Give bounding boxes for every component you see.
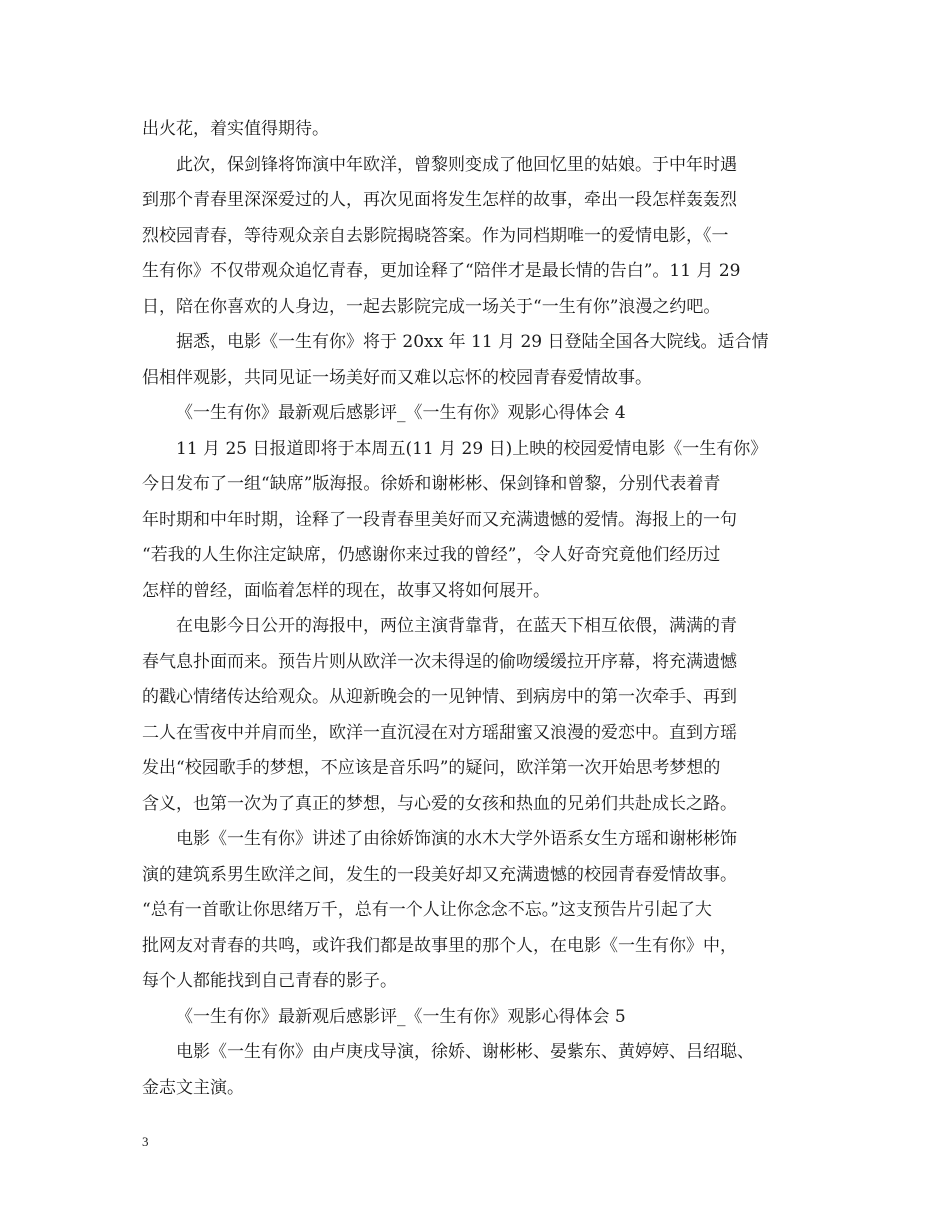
text-line: 春气息扑面而来。预告片则从欧洋一次未得逞的偷吻缓缓拉开序幕，将充满遗憾 [142, 651, 737, 672]
text-line: 烈校园青春，等待观众亲自去影院揭晓答案。作为同档期唯一的爱情电影，《一 [142, 225, 729, 246]
text-line: 每个人都能找到自己青春的影子。 [142, 971, 397, 991]
text-line: 怎样的曾经，面临着怎样的现在，故事又将如何展开。 [142, 580, 550, 601]
text-line: 出火花，着实值得期待。 [142, 119, 329, 139]
text-line: 的戳心情绪传达给观众。从迎新晚会的一见钟情、到病房中的第一次牵手、再到 [142, 687, 737, 707]
text-line: 侣相伴观影，共同见证一场美好而又难以忘怀的校园青春爱情故事。 [142, 367, 652, 388]
text-line: 含义，也第一次为了真正的梦想，与心爱的女孩和热血的兄弟们共赴成长之路。 [142, 793, 737, 814]
text-line: 据悉，电影《一生有你》将于 20xx 年 11 月 29 日登陆全国各大院线。适合情 [176, 332, 769, 352]
text-line: “若我的人生你注定缺席，仍感谢你来过我的曾经”，令人好奇究竟他们经历过 [142, 545, 721, 565]
text-line: 发出“校园歌手的梦想，不应该是音乐吗”的疑问，欧洋第一次开始思考梦想的 [142, 758, 721, 778]
text-line: 电影《一生有你》由卢庚戌导演，徐娇、谢彬彬、晏紫东、黄婷婷、吕绍聪、 [176, 1042, 754, 1062]
text-line: 金志文主演。 [142, 1077, 244, 1098]
text-line: 日，陪在你喜欢的人身边，一起去影院完成一场关于“一生有你”浪漫之约吧。 [142, 296, 721, 317]
section-heading: 《一生有你》最新观后感影评_《一生有你》观影心得体会 5 [176, 1006, 626, 1027]
text-line: 生有你》不仅带观众追忆青春，更加诠释了“陪伴才是最长情的告白”。11 月 29 [142, 261, 741, 281]
page-number: 3 [142, 1134, 149, 1149]
text-line: 到那个青春里深深爱过的人，再次见面将发生怎样的故事，牵出一段怎样轰轰烈 [142, 190, 737, 210]
text-line: 11 月 25 日报道即将于本周五(11 月 29 日)上映的校园爱情电影《一生有你》 [176, 438, 768, 459]
text-line: 电影《一生有你》讲述了由徐娇饰演的水木大学外语系女生方瑶和谢彬彬饰 [176, 829, 737, 849]
section-heading: 《一生有你》最新观后感影评_《一生有你》观影心得体会 4 [176, 403, 626, 423]
text-line: 此次，保剑锋将饰演中年欧洋，曾黎则变成了他回忆里的姑娘。于中年时遇 [176, 154, 737, 175]
text-line: 今日发布了一组“缺席”版海报。徐娇和谢彬彬、保剑锋和曾黎，分别代表着青 [142, 474, 721, 494]
text-line: “总有一首歌让你思绪万千，总有一个人让你念念不忘。”这支预告片引起了大 [142, 900, 712, 920]
text-line: 二人在雪夜中并肩而坐，欧洋一直沉浸在对方瑶甜蜜又浪漫的爱恋中。直到方瑶 [142, 722, 737, 743]
text-line: 年时期和中年时期，诠释了一段青春里美好而又充满遗憾的爱情。海报上的一句 [142, 509, 737, 530]
document-body [142, 112, 814, 1106]
text-line: 演的建筑系男生欧洋之间，发生的一段美好却又充满遗憾的校园青春爱情故事。 [142, 864, 737, 885]
text-line: 批网友对青春的共鸣，或许我们都是故事里的那个人，在电影《一生有你》中， [142, 935, 737, 956]
text-line: 在电影今日公开的海报中，两位主演背靠背，在蓝天下相互依偎，满满的青 [176, 616, 737, 636]
